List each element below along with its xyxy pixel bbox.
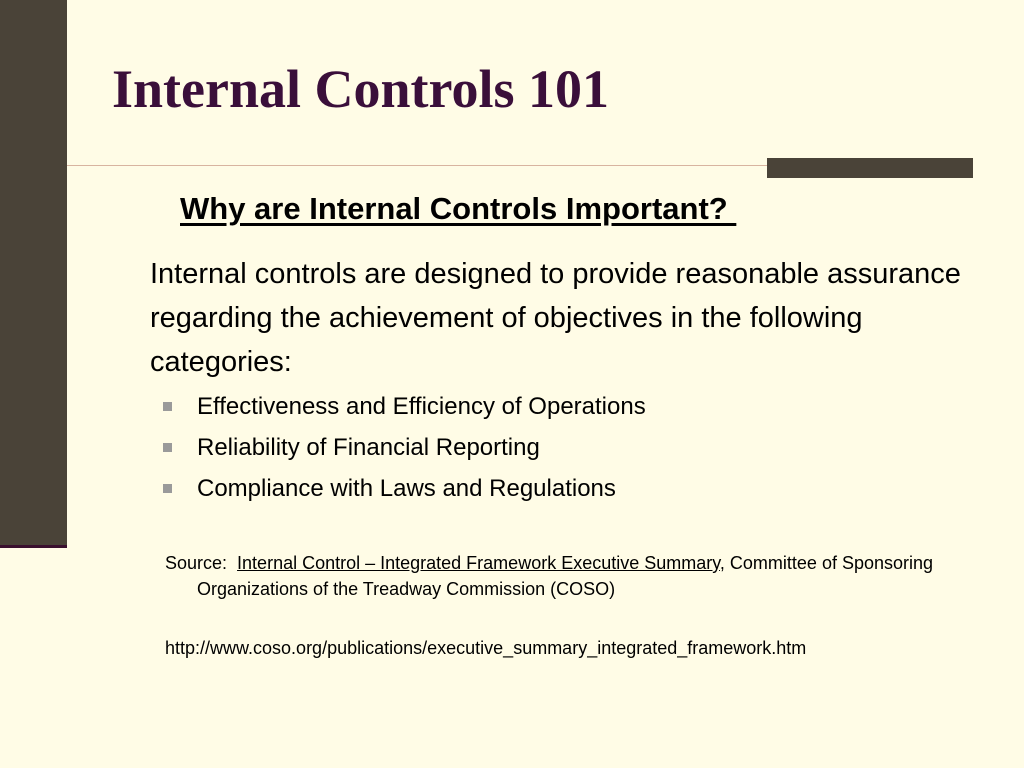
list-item-text: Reliability of Financial Reporting xyxy=(197,433,540,461)
slide-subtitle: Why are Internal Controls Important? xyxy=(180,191,737,226)
intro-paragraph: Internal controls are designed to provide reasonable assurance regarding the achievement of objectives in the following categories: xyxy=(150,258,961,378)
list-item xyxy=(163,386,646,427)
source-suffix: , Committee of Sponsoring Organizations of the Treadway Commission (COSO) xyxy=(197,553,934,599)
list-item xyxy=(163,427,646,468)
square-bullet-icon xyxy=(163,484,172,493)
list-item xyxy=(163,468,646,509)
title-divider-line xyxy=(67,165,767,166)
side-decoration-bar xyxy=(0,0,67,548)
list-item-text: Effectiveness and Efficiency of Operations xyxy=(197,392,646,420)
source-prefix: Source: xyxy=(165,553,238,573)
source-citation xyxy=(165,550,957,602)
square-bullet-icon xyxy=(163,443,172,452)
square-bullet-icon xyxy=(163,402,172,411)
source-url[interactable]: http://www.coso.org/publications/executive_summary_integrated_framework.htm xyxy=(165,638,807,658)
source-link[interactable]: Internal Control – Integrated Framework Executive Summary xyxy=(237,553,720,573)
slide-title: Internal Controls 101 xyxy=(112,59,610,119)
category-list xyxy=(163,386,646,509)
accent-decoration-bar xyxy=(767,158,973,178)
list-item-text: Compliance with Laws and Regulations xyxy=(197,474,616,502)
